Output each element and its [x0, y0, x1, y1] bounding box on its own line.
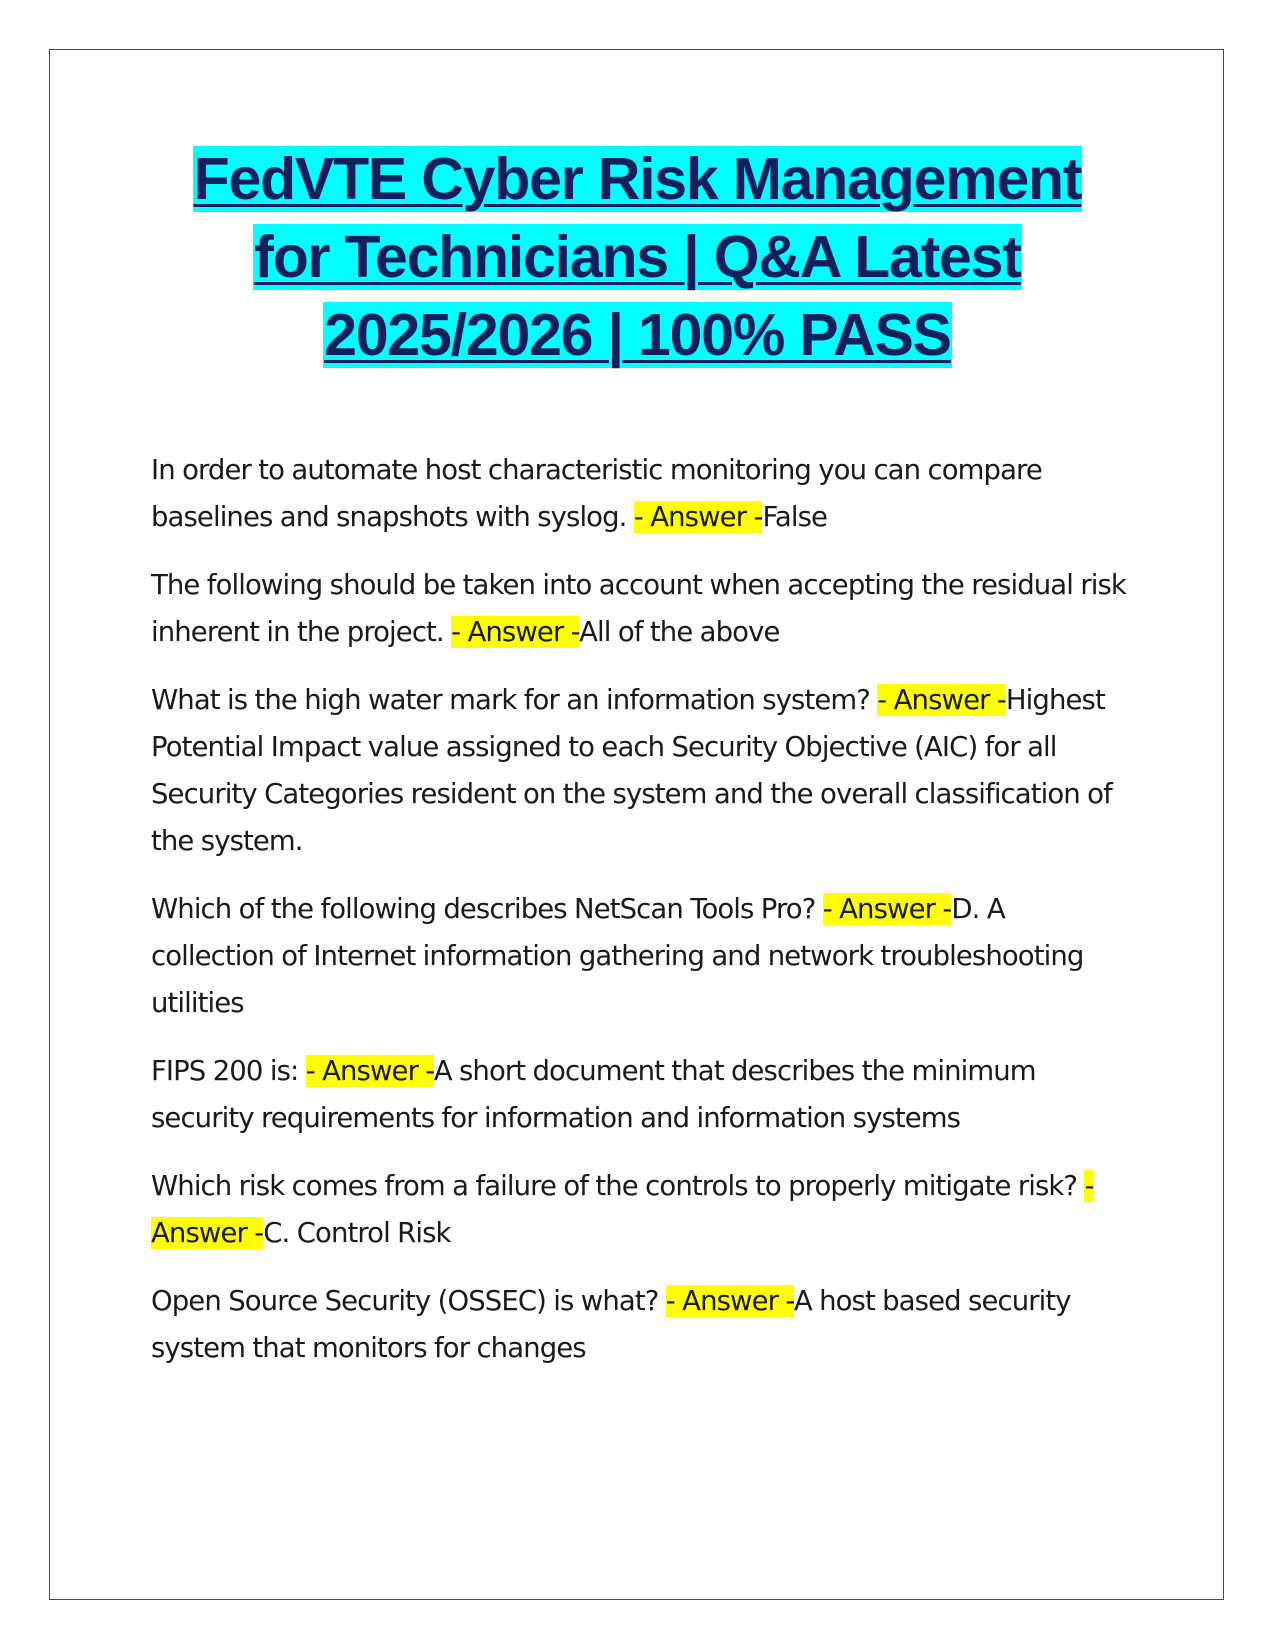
question-text: Which risk comes from a failure of the controls to properly mitigate risk?	[151, 1170, 1085, 1202]
question-text: FIPS 200 is:	[151, 1055, 306, 1087]
question-text: Which of the following describes NetScan Tools Pro?	[151, 893, 823, 925]
answer-text: Highest Potential Impact value assigned to each Security Objective (AIC) for all Security Categories resident on the system and the overall classification of the system.	[151, 684, 1112, 857]
answer-marker: - Answer -	[633, 501, 763, 533]
question-text: In order to automate host characteristic monitoring you can compare baselines and snapshots with syslog.	[151, 454, 1042, 533]
answer-text: False	[762, 501, 828, 533]
answer-marker: - Answer -	[877, 684, 1006, 716]
answer-marker: - Answer -	[305, 1055, 434, 1087]
document-title	[100, 140, 1175, 374]
answer-text: C. Control Risk	[263, 1217, 451, 1249]
qa-item-4	[151, 886, 1126, 1027]
title-line-3: 2025/2026 | 100% PASS	[324, 302, 951, 368]
answer-marker: - Answer -	[451, 616, 580, 648]
qa-item-1	[151, 447, 1126, 541]
answer-marker: - Answer -	[665, 1285, 794, 1317]
qa-item-3	[151, 677, 1126, 865]
question-text: Open Source Security (OSSEC) is what?	[151, 1285, 666, 1317]
answer-text: A host based security system that monitors for changes	[151, 1285, 1071, 1364]
qa-item-2	[151, 562, 1126, 656]
qa-list	[151, 447, 1126, 1393]
question-text: The following should be taken into account when accepting the residual risk inherent in the project.	[151, 569, 1126, 648]
answer-marker: - Answer -	[822, 893, 952, 925]
qa-item-5	[151, 1048, 1126, 1142]
question-text: What is the high water mark for an information system?	[151, 684, 878, 716]
answer-text: A short document that describes the minimum security requirements for information and information systems	[151, 1055, 1036, 1134]
answer-text: All of the above	[579, 616, 780, 648]
title-line-2: for Technicians | Q&A Latest	[254, 224, 1021, 290]
answer-marker: - Answer -	[151, 1170, 1094, 1249]
qa-item-6	[151, 1163, 1126, 1257]
qa-item-7	[151, 1278, 1126, 1372]
answer-text: D. A collection of Internet information gathering and network troubleshooting utilities	[151, 893, 1084, 1019]
title-line-1: FedVTE Cyber Risk Management	[193, 146, 1082, 212]
